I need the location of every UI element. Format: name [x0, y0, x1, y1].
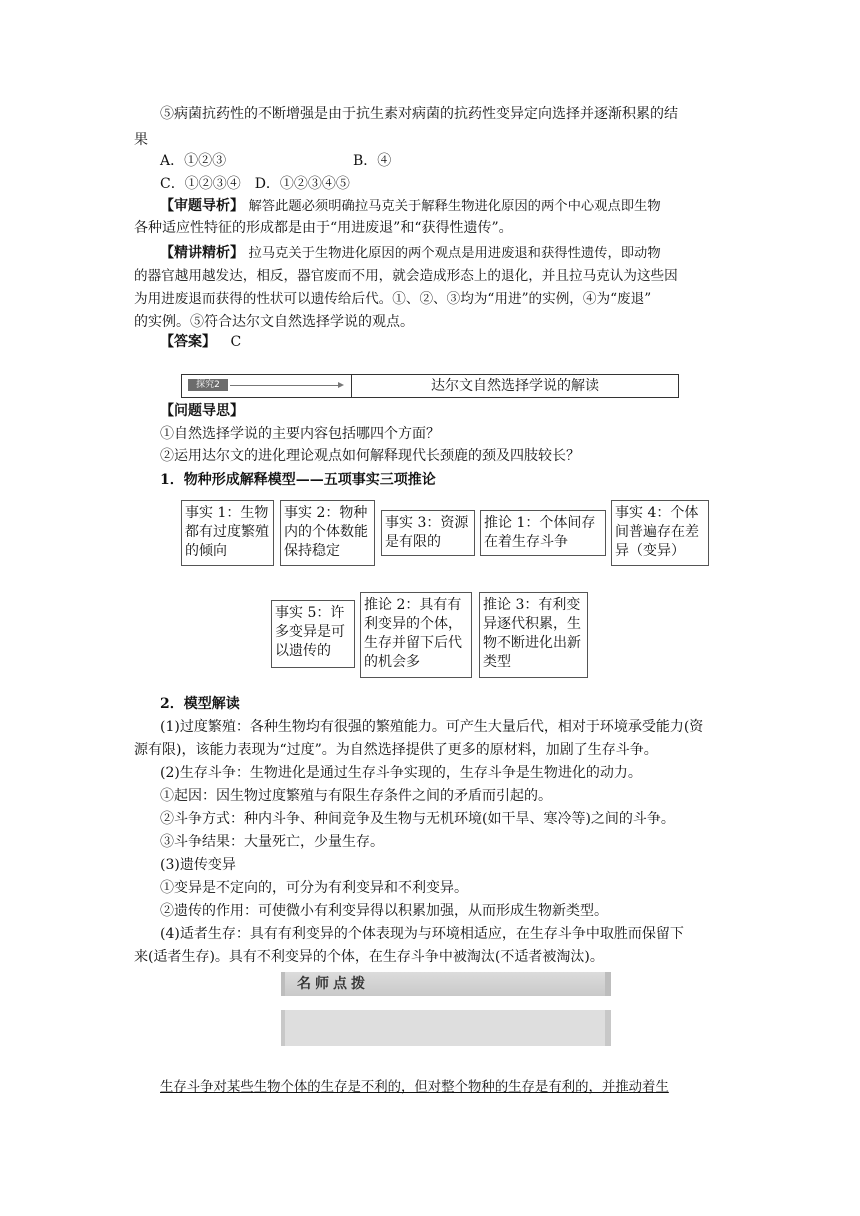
arrow-line [230, 385, 340, 386]
interpret-p3: (3)遗传变异 [160, 857, 236, 873]
answer-value: C [230, 334, 242, 350]
inference-box-3: 推论 3：有利变异逐代积累，生物不断进化出新类型 [479, 592, 588, 678]
questions-label: 【问题导思】 [160, 403, 244, 419]
fact-box-1: 事实 1：生物都有过度繁殖的倾向 [181, 500, 274, 566]
tip-text: 生存斗争对某些生物个体的生存是不利的，但对整个物种的生存是有利的，并推动着生 [160, 1080, 669, 1095]
tip-box [281, 1010, 611, 1046]
tip-title: 名师点拨 [281, 972, 611, 996]
interpret-p4a: (4)适者生存：具有有利变异的个体表现为与环境相适应，在生存斗争中取胜而保留下 [160, 926, 684, 942]
option-5-line2: 果 [134, 132, 148, 148]
jingjiang-text-3: 为用进废退而获得的性状可以遗传给后代。①、②、③均为“用进”的实例，④为“废退” [134, 291, 652, 307]
choice-b: B．④ [353, 153, 392, 169]
fact-box-2: 事实 2：物种内的个体数能保持稳定 [280, 500, 375, 566]
question-2: ②运用达尔文的进化理论观点如何解释现代长颈鹿的颈及四肢较长？ [160, 448, 580, 464]
answer-label: 【答案】 [160, 334, 216, 350]
section-header-left [182, 375, 352, 397]
interpret-p2-3: ③斗争结果：大量死亡，少量生存。 [160, 834, 384, 850]
choice-a: A．①②③ [160, 153, 227, 169]
shendao-label: 【审题导析】 [160, 198, 244, 214]
choice-c-d: C．①②③④ D．①②③④⑤ [160, 176, 350, 192]
fact-box-5: 事实 5：许多变异是可以遗传的 [271, 600, 355, 668]
interpret-p1b: 源有限)，该能力表现为“过度”。为自然选择提供了更多的原材料，加剧了生存斗争。 [134, 742, 658, 758]
interpret-p2: (2)生存斗争：生物进化是通过生存斗争实现的，生存斗争是生物进化的动力。 [160, 765, 642, 781]
inference-box-1: 推论 1：个体间存在着生存斗争 [480, 510, 606, 556]
model-heading: 1．物种形成解释模型——五项事实三项推论 [160, 472, 436, 488]
jingjiang-label: 【精讲精析】 [160, 245, 244, 261]
option-5-line1: ⑤病菌抗药性的不断增强是由于抗生素对病菌的抗药性变异定向选择并逐渐积累的结 [160, 106, 678, 122]
interpret-p1a: (1)过度繁殖：各种生物均有很强的繁殖能力。可产生大量后代，相对于环境承受能力(资 [160, 719, 704, 735]
shendao-text-2: 各种适应性特征的形成都是由于“用进废退”和“获得性遗传”。 [134, 220, 513, 236]
interpret-p3-1: ①变异是不定向的，可分为有利变异和不利变异。 [160, 880, 468, 896]
section-tag: 探究2 [188, 379, 228, 391]
inference-box-2: 推论 2：具有有利变异的个体，生存并留下后代的机会多 [360, 592, 472, 678]
arrow-icon [338, 382, 344, 388]
interpret-p3-2: ②遗传的作用：可使微小有利变异得以积累加强，从而形成生物新类型。 [160, 903, 608, 919]
jingjiang-text-4: 的实例。⑤符合达尔文自然选择学说的观点。 [134, 314, 414, 330]
interpret-heading: 2．模型解读 [160, 696, 240, 712]
interpret-p2-1: ①起因：因生物过度繁殖与有限生存条件之间的矛盾而引起的。 [160, 788, 552, 804]
question-1: ①自然选择学说的主要内容包括哪四个方面？ [160, 426, 440, 442]
jingjiang-text-2: 的器官越用越发达，相反，器官废而不用，就会造成形态上的退化，并且拉马克认为这些因 [134, 268, 678, 284]
jingjiang-text-1: 拉马克关于生物进化原因的两个观点是用进废退和获得性遗传，即动物 [248, 246, 661, 261]
interpret-p2-2: ②斗争方式：种内斗争、种间竞争及生物与无机环境(如干旱、寒冷等)之间的斗争。 [160, 811, 675, 827]
section-title: 达尔文自然选择学说的解读 [431, 378, 599, 394]
interpret-p4b: 来(适者生存)。具有不利变异的个体，在生存斗争中被淘汰(不适者被淘汰)。 [134, 949, 604, 965]
fact-box-4: 事实 4：个体间普遍存在差异（变异） [611, 500, 709, 566]
fact-box-3: 事实 3：资源是有限的 [381, 510, 475, 556]
section-header [181, 374, 679, 398]
shendao-text-1: 解答此题必须明确拉马克关于解释生物进化原因的两个中心观点即生物 [248, 199, 661, 214]
